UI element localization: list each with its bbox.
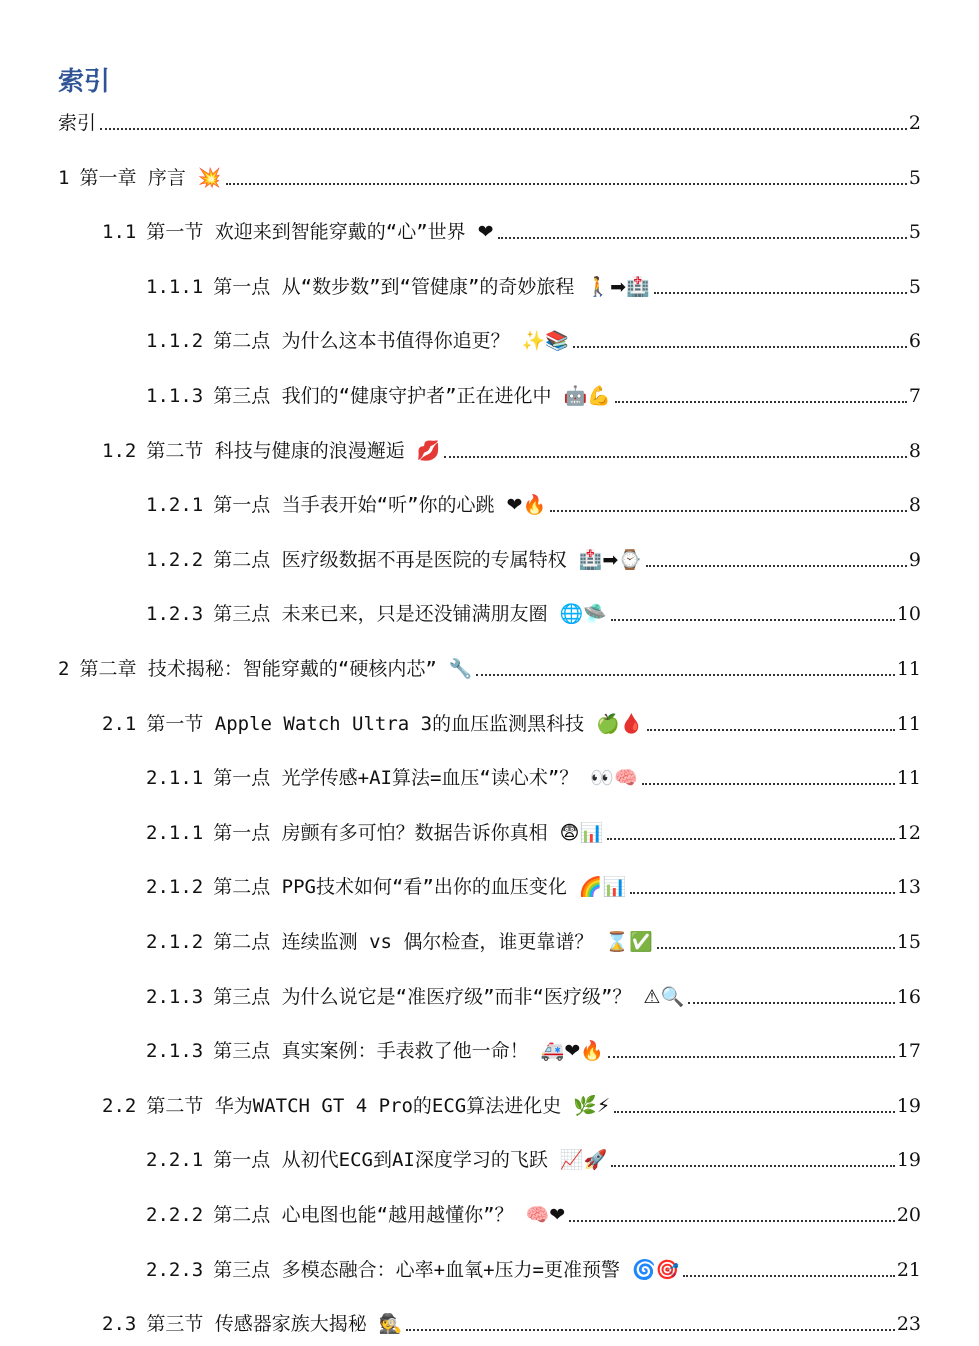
emoji-icon: ⌛✅ [605,931,653,953]
page-number: 19 [896,1095,921,1117]
toc-entry-label [102,711,643,737]
emoji-icon: 🤖💪 [563,385,611,407]
toc-entry[interactable] [146,322,921,354]
page-number: 21 [896,1259,921,1281]
section-number: 2.2.2 [146,1204,204,1226]
dot-leader [630,892,895,894]
section-number: 1 [58,167,70,189]
section-title: 第三点 未来已来，只是还没铺满朋友圈 [213,603,548,625]
section-number: 2 [58,658,70,680]
dot-leader [608,1056,895,1058]
page-number: 16 [896,986,921,1008]
dot-leader [688,1002,895,1004]
dot-leader [611,619,895,621]
toc-entry[interactable] [146,377,921,409]
dot-leader [642,783,895,785]
emoji-icon: ❤ [477,221,494,243]
emoji-icon: 💋 [416,440,441,462]
dot-leader [657,947,895,949]
page-number: 9 [908,549,921,571]
toc-entry[interactable] [58,159,921,191]
toc-entry-label [146,492,546,518]
toc-entry[interactable] [146,1032,921,1064]
toc-entry-label [146,1257,679,1283]
dot-leader [614,1111,895,1113]
emoji-icon: 😨📊 [559,822,604,844]
section-number: 1.2.1 [146,494,204,516]
toc-entry[interactable] [58,650,921,682]
page-number: 15 [896,931,921,953]
section-title: 第一点 从“数步数”到“管健康”的奇妙旅程 [213,276,575,298]
section-number: 2.1 [102,713,137,735]
dot-leader [550,510,907,512]
dot-leader [444,456,906,458]
section-number: 1.1 [102,221,137,243]
dot-leader [226,183,907,185]
toc-entry[interactable] [146,486,921,518]
toc-entry[interactable] [102,1087,921,1119]
section-title: 第一点 当手表开始“听”你的心跳 [213,494,495,516]
section-title: 第三点 真实案例：手表救了他一命！ [213,1040,529,1062]
toc-entry-label [146,984,684,1010]
section-number: 1.1.3 [146,385,204,407]
toc-entry-label [146,929,653,955]
page-number: 6 [908,330,921,352]
section-number: 1.2.2 [146,549,204,571]
toc-entry-label [58,165,222,191]
page-number: 10 [896,603,921,625]
page-number: 11 [896,713,921,735]
toc-entry-label [146,1147,607,1173]
section-title: 索引 [58,112,97,134]
toc-entry-label [146,874,626,900]
section-title: 第一点 房颤有多可怕？数据告诉你真相 [213,822,548,844]
toc-entry-label [58,656,472,682]
section-number: 2.2.3 [146,1259,204,1281]
page-number: 8 [908,440,921,462]
emoji-icon: 🌈📊 [578,876,627,898]
emoji-icon: 🌐🛸 [559,603,607,625]
emoji-icon: 🍏🩸 [596,713,644,735]
section-number: 1.1.2 [146,330,204,352]
emoji-icon: 💥 [197,167,222,189]
toc-entry-label [146,328,569,354]
toc-entry-label [102,1093,610,1119]
section-title: 第二章 技术揭秘：智能穿戴的“硬核内芯” [79,658,437,680]
toc-entry-label [102,1311,402,1337]
section-title: 第二点 连续监测 vs 偶尔检查，谁更靠谱？ [213,931,594,953]
section-number: 2.2.1 [146,1149,204,1171]
section-title: 第二点 心电图也能“越用越懂你”？ [213,1204,514,1226]
dot-leader [406,1329,894,1331]
dot-leader [607,838,895,840]
section-number: 2.1.2 [146,931,204,953]
toc-entry-label [146,820,603,846]
page-number: 5 [908,276,921,298]
page-title: 索引 [58,67,111,97]
section-number: 2.3 [102,1313,137,1335]
toc-entry[interactable] [146,268,921,300]
toc-entry[interactable] [102,432,921,464]
section-title: 第三点 为什么说它是“准医疗级”而非“医疗级”？ [213,986,632,1008]
dot-leader [573,346,907,348]
emoji-icon: ✨📚 [521,330,569,352]
toc-entry[interactable] [146,1251,921,1283]
page-number: 5 [908,221,921,243]
toc-entry[interactable] [146,1141,921,1173]
emoji-icon: 🚶➡🏥 [586,276,650,298]
emoji-icon: 📈🚀 [559,1149,608,1171]
section-title: 第二节 科技与健康的浪漫邂逅 [146,440,405,462]
dot-leader [654,292,907,294]
dot-leader [683,1275,895,1277]
emoji-icon: 🧠❤ [525,1204,566,1226]
emoji-icon: 👀🧠 [590,767,638,789]
page-number: 8 [908,494,921,516]
page-number: 17 [896,1040,921,1062]
dot-leader [647,729,894,731]
section-title: 第一节 欢迎来到智能穿戴的“心”世界 [146,221,466,243]
toc-entry[interactable] [146,541,921,573]
toc-entry[interactable] [146,759,921,791]
section-number: 2.2 [102,1095,137,1117]
page-number: 5 [908,167,921,189]
toc-entry[interactable] [102,213,921,245]
toc-entry-label [146,1038,604,1064]
dot-leader [646,565,907,567]
emoji-icon: 🕵 [378,1313,403,1335]
section-title: 第二点 PPG技术如何“看”出你的血压变化 [213,876,567,898]
section-number: 2.1.3 [146,1040,204,1062]
toc-entry-label [146,547,642,573]
dot-leader [498,237,907,239]
toc-entry[interactable] [146,1196,921,1228]
page-number: 23 [896,1313,921,1335]
section-title: 第三点 多模态融合：心率+血氧+压力=更准预警 [213,1259,620,1281]
toc-entry[interactable] [146,923,921,955]
toc-entry-label [58,110,96,136]
section-number: 1.2.3 [146,603,204,625]
section-number: 2.1.1 [146,767,204,789]
section-title: 第二节 华为WATCH GT 4 Pro的ECG算法进化史 [146,1095,562,1117]
toc-entry[interactable] [146,595,921,627]
toc-entry[interactable] [146,978,921,1010]
emoji-icon: 🌀🎯 [631,1259,680,1281]
toc-entry[interactable] [102,1305,921,1337]
section-number: 2.1.3 [146,986,204,1008]
emoji-icon: 🚑❤🔥 [540,1040,604,1062]
section-number: 1.2 [102,440,137,462]
page-number: 2 [908,112,921,134]
dot-leader [569,1220,895,1222]
page-number: 20 [896,1204,921,1226]
page-number: 11 [896,658,921,680]
section-title: 第一点 从初代ECG到AI深度学习的飞跃 [213,1149,548,1171]
section-title: 第一节 Apple Watch Ultra 3的血压监测黑科技 [146,713,585,735]
emoji-icon: 🌿⚡ [573,1095,611,1117]
emoji-icon: ⚠🔍 [643,986,685,1008]
page-number: 12 [896,822,921,844]
dot-leader [476,674,894,676]
page-number: 11 [896,767,921,789]
section-title: 第一章 序言 [79,167,186,189]
toc-entry-label [102,219,494,245]
toc-entry[interactable] [146,868,921,900]
page-number: 19 [896,1149,921,1171]
section-title: 第三节 传感器家族大揭秘 [146,1313,367,1335]
page-number: 7 [908,385,921,407]
section-title: 第三点 我们的“健康守护者”正在进化中 [213,385,552,407]
page-number: 13 [896,876,921,898]
section-number: 2.1.1 [146,822,204,844]
dot-leader [611,1165,895,1167]
toc-entry-label [146,274,650,300]
section-title: 第二点 为什么这本书值得你追更？ [213,330,510,352]
dot-leader [100,128,907,130]
emoji-icon: 🔧 [448,658,473,680]
toc-entry[interactable] [58,104,921,136]
section-title: 第一点 光学传感+AI算法=血压“读心术”？ [213,767,579,789]
toc-entry-label [146,383,611,409]
toc-entry-label [146,1202,565,1228]
toc-entry-label [146,601,607,627]
dot-leader [615,401,907,403]
section-title: 第二点 医疗级数据不再是医院的专属特权 [213,549,567,571]
toc-entry-label [146,765,638,791]
emoji-icon: 🏥➡⌚ [578,549,642,571]
section-number: 2.1.2 [146,876,204,898]
emoji-icon: ❤🔥 [506,494,547,516]
toc-entry[interactable] [102,705,921,737]
toc-entry[interactable] [146,814,921,846]
toc-entry-label [102,438,440,464]
section-number: 1.1.1 [146,276,204,298]
